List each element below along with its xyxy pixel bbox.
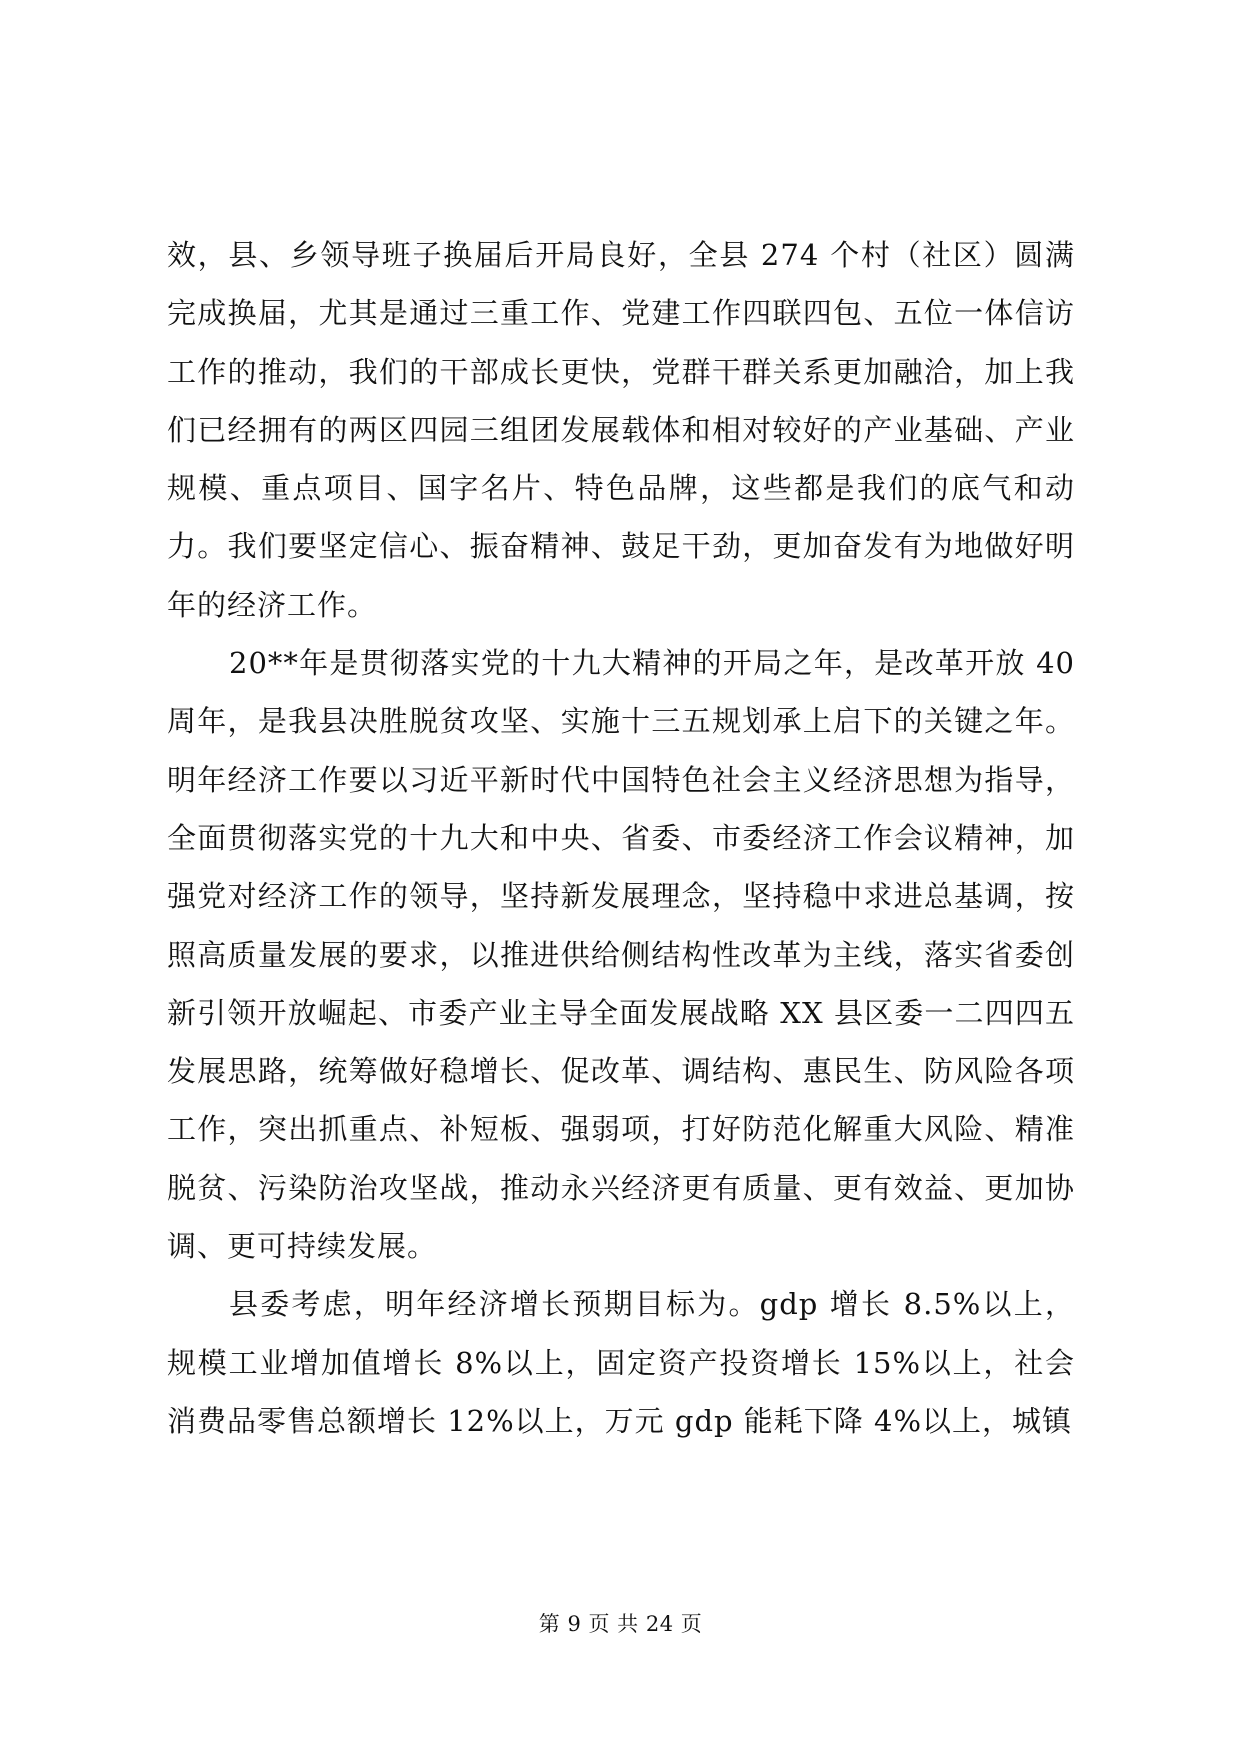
paragraph-1: 效，县、乡领导班子换届后开局良好，全县 274 个村（社区）圆满完成换届，尤其是通过三重工作、党建工作四联四包、五位一体信访工作的推动，我们的干部成长更快，党群干群关系更加融洽，加上我们已经拥有的两区四园三组团发展载体和相对较好的产业基础、产业规模、重点项目、国字名片、特色品牌，这些都是我们的底气和动力。我们要坚定信心、振奋精神、鼓足干劲，更加奋发有为地做好明年的经济工作。 xyxy=(167,238,1075,622)
page-footer: 第 9 页 共 24 页 xyxy=(538,1612,703,1636)
paragraph-2: 20**年是贯彻落实党的十九大精神的开局之年，是改革开放 40 周年，是我县决胜脱贫攻坚、实施十三五规划承上启下的关键之年。明年经济工作要以习近平新时代中国特色社会主义经济思想为指导，全面贯彻落实党的十九大和中央、省委、市委经济工作会议精神，加强党对经济工作的领导，坚持新发展理念，坚持稳中求进总基调，按照高质量发展的要求，以推进供给侧结构性改革为主线，落实省委创新引领开放崛起、市委产业主导全面发展战略 XX 县区委一二四四五发展思路，统筹做好稳增长、促改革、调结构、惠民生、防风险各项工作，突出抓重点、补短板、强弱项，打好防范化解重大风险、精准脱贫、污染防治攻坚战，推动永兴经济更有质量、更有效益、更加协调、更可持续发展。 xyxy=(167,646,1075,1264)
paragraph-3: 县委考虑，明年经济增长预期目标为。gdp 增长 8.5%以上，规模工业增加值增长 8%以上，固定资产投资增长 15%以上，社会消费品零售总额增长 12%以上，万元 gdp 能耗下降 4%以上，城镇 xyxy=(167,1287,1075,1438)
document-body xyxy=(167,226,1075,1450)
